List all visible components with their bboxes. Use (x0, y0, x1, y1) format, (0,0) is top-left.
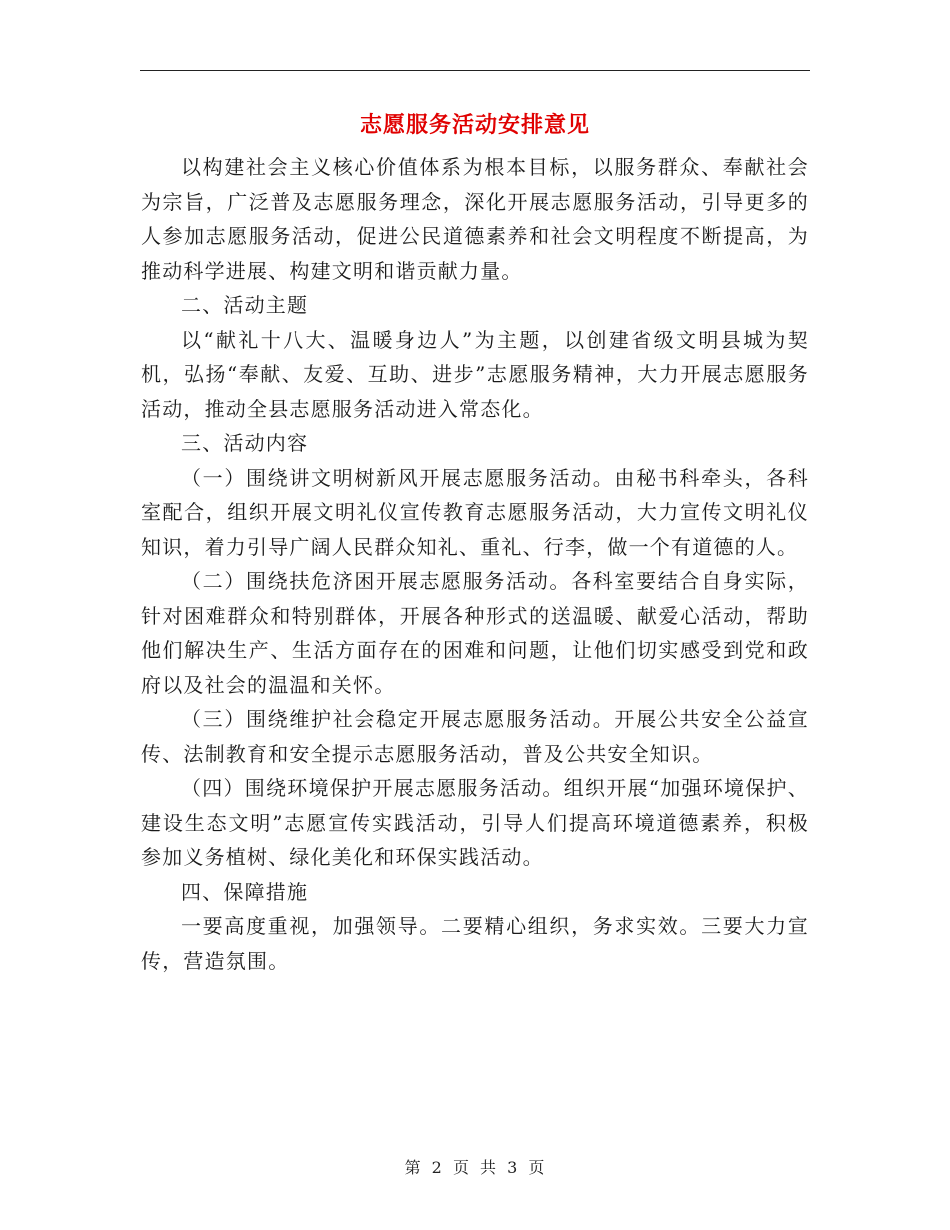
paragraph-content-3: （三）围绕维护社会稳定开展志愿服务活动。开展公共安全公益宣传、法制教育和安全提示志愿服务活动，普及公共安全知识。 (141, 707, 809, 766)
paragraph-safeguards: 一要高度重视，加强领导。二要精心组织，务求实效。三要大力宣传，营造氛围。 (141, 914, 809, 973)
page-number: 第 2 页 共 3 页 (404, 1158, 546, 1177)
heading-safeguards: 四、保障措施 (181, 879, 309, 904)
paragraph-theme: 以“献礼十八大、温暖身边人”为主题，以创建省级文明县城为契机，弘扬“奉献、友爱、互助、进步”志愿服务精神，大力开展志愿服务活动，推动全县志愿服务活动进入常态化。 (141, 327, 809, 421)
heading-activity-content: 三、活动内容 (181, 431, 309, 455)
paragraph-content-4: （四）围绕环境保护开展志愿服务活动。组织开展“加强环境保护、建设生态文明”志愿宣传实践活动，引导人们提高环境道德素养，积极参加义务植树、绿化美化和环保实践活动。 (141, 776, 809, 869)
paragraph-content-2: （二）围绕扶危济困开展志愿服务活动。各科室要结合自身实际，针对困难群众和特别群体，开展各种形式的送温暖、献爱心活动，帮助他们解决生产、生活方面存在的困难和问题，让他们切实感受到党和政府以及社会的温温和关怀。 (141, 569, 809, 697)
paragraph-content-1: （一）围绕讲文明树新风开展志愿服务活动。由秘书科牵头，各科室配合，组织开展文明礼仪宣传教育志愿服务活动，大力宣传文明礼仪知识，着力引导广阔人民群众知礼、重礼、行李，做一个有道德的人。 (141, 465, 809, 559)
header-rule (140, 70, 810, 71)
document-body (141, 150, 809, 978)
document-title: 志愿服务活动安排意见 (359, 112, 590, 138)
heading-activity-theme: 二、活动主题 (181, 293, 309, 317)
paragraph-intro: 以构建社会主义核心价值体系为根本目标，以服务群众、奉献社会为宗旨，广泛普及志愿服务理念，深化开展志愿服务活动，引导更多的人参加志愿服务活动，促进公民道德素养和社会文明程度不断提高，为推动科学进展、构建文明和谐贡献力量。 (141, 155, 809, 283)
